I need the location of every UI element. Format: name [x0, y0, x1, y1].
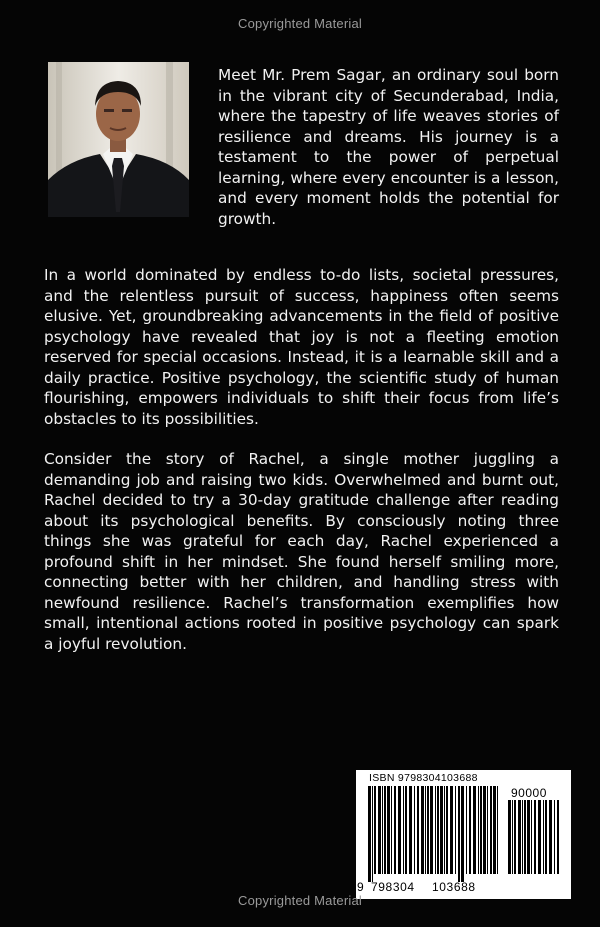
barcode-digit-group-1: 798304	[371, 880, 415, 894]
body-paragraph-2: Consider the story of Rachel, a single mother juggling a demanding job and raising two kids. Overwhelmed and burnt out, Rachel decided to try a 30-day gratitude challenge after reading about its psychological benefits. By consciously noting three things she was grateful for each day, Rachel experienced a profound shift in her mindset. She found herself smiling more, connecting better with her children, and handling stress with newfound resilience. Rachel’s transformation exemplifies how small, intentional actions rooted in positive psychology can spark a joyful revolution.	[44, 450, 559, 653]
barcode-digit-group-2: 103688	[432, 880, 476, 894]
barcode-addon-number: 90000	[511, 786, 547, 800]
author-portrait-icon	[48, 62, 189, 217]
copyright-watermark-bottom: Copyrighted Material	[238, 893, 362, 908]
author-bio: Meet Mr. Prem Sagar, an ordinary soul born in the vibrant city of Secunderabad, India, where the tapestry of life weaves stories of resilience and dreams. His journey is a testament to the power of perpetual learning, where every encounter is a lesson, and every moment holds the potential for growth.	[218, 66, 559, 228]
body-paragraph-1: In a world dominated by endless to-do lists, societal pressures, and the relentless pursuit of success, happiness often seems elusive. Yet, groundbreaking advancements in the field of positive psychology have revealed that joy is not a fleeting emotion reserved for special occasions. Instead, it is a learnable skill and a daily practice. Positive psychology, the scientific study of human flourishing, empowers individuals to shift their focus from life’s obstacles to its possibilities.	[44, 266, 559, 428]
isbn-barcode	[356, 770, 571, 899]
isbn-label: ISBN 9798304103688	[369, 772, 478, 784]
copyright-watermark-top: Copyrighted Material	[238, 16, 362, 31]
author-photo	[48, 62, 189, 217]
barcode-bars-addon	[506, 800, 561, 882]
barcode-digit-first: 9	[357, 880, 365, 894]
barcode-bars-main	[366, 786, 500, 882]
